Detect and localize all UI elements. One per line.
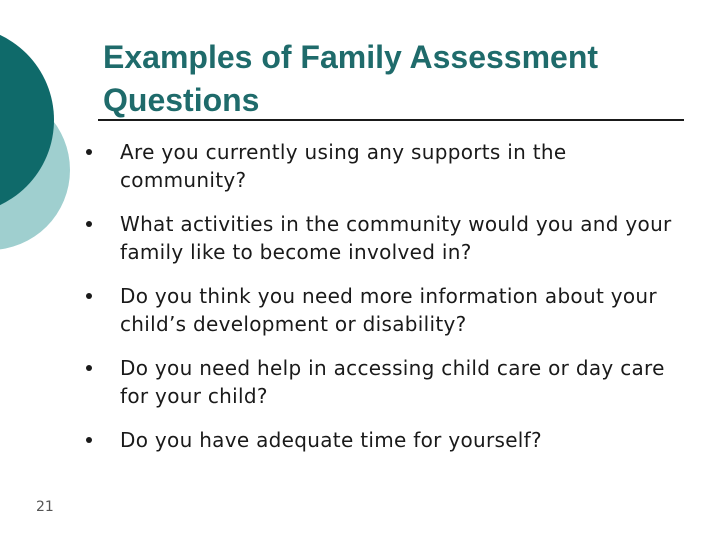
bullet-text: What activities in the community would you and your family like to become involved in? xyxy=(120,212,672,264)
title-underline xyxy=(98,119,684,121)
bullet-dot-icon xyxy=(86,293,92,299)
bullet-text: Do you need help in accessing child care or day care for your child? xyxy=(120,356,665,408)
bullet-dot-icon xyxy=(86,365,92,371)
bullet-text: Do you have adequate time for yourself? xyxy=(120,428,542,452)
bullet-item xyxy=(86,210,696,266)
bullet-text: Do you think you need more information about your child’s development or disability? xyxy=(120,284,657,336)
bullet-text: Are you currently using any supports in the community? xyxy=(120,140,567,192)
bullet-item xyxy=(86,282,696,338)
bullet-item xyxy=(86,426,696,454)
bullet-item xyxy=(86,354,696,410)
bullet-dot-icon xyxy=(86,149,92,155)
bullet-list xyxy=(86,138,696,470)
bullet-item xyxy=(86,138,696,194)
bullet-dot-icon xyxy=(86,221,92,227)
slide-title: Examples of Family Assessment Questions xyxy=(103,39,599,118)
slide-number: 21 xyxy=(36,499,54,515)
bullet-dot-icon xyxy=(86,437,92,443)
